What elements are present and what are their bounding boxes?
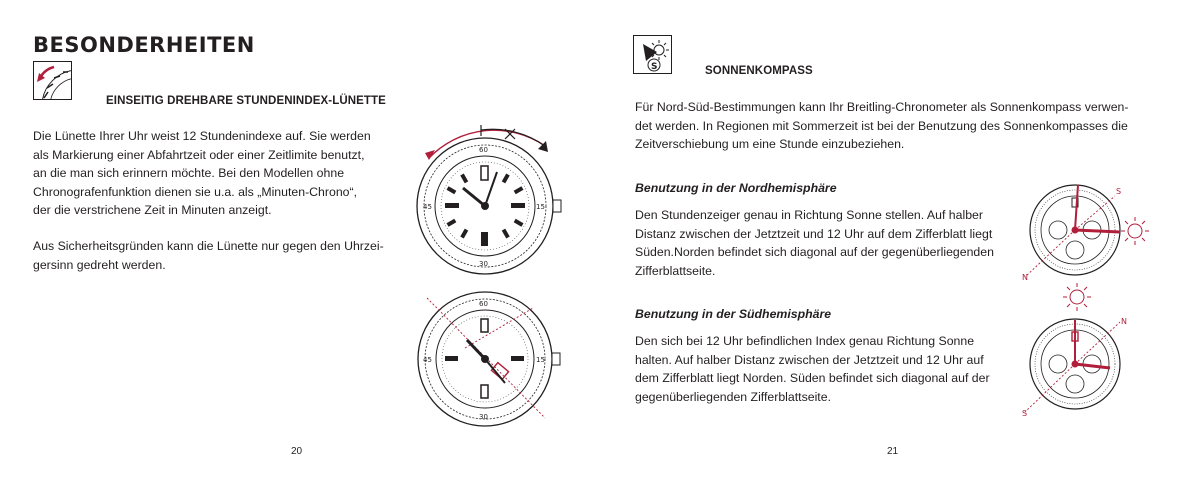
rotating-bezel-icon [33, 61, 72, 100]
text-line: gegenüberliegenden Zifferblattseite. [635, 389, 831, 404]
text-line: Aus Sicherheitsgründen kann die Lünette nur gegen den Uhrzei- [33, 239, 384, 253]
page-title: BESONDERHEITEN [33, 33, 255, 57]
text-line: Den Stundenzeiger genau in Richtung Sonne stellen. Auf halber [635, 208, 983, 222]
svg-text:30: 30 [479, 260, 488, 268]
text-line: Süden.Norden befindet sich diagonal auf der gegenüberliegenden [635, 245, 994, 259]
text-line: Für Nord-Süd-Bestimmungen kann Ihr Breitling-Chronometer als Sonnenkompass verwen- [635, 100, 1129, 114]
svg-text:45: 45 [423, 356, 432, 364]
south-paragraph [635, 332, 1025, 406]
sun-compass-icon [633, 35, 672, 74]
text-line: det werden. In Regionen mit Sommerzeit ist bei der Benutzung des Sonnenkompasses die [635, 118, 1128, 133]
sun-icon [1060, 280, 1094, 314]
bezel-paragraph-1 [33, 127, 403, 220]
north-compass-watch-illustration [1020, 180, 1180, 285]
north-label-n: N [1022, 273, 1028, 282]
svg-text:15: 15 [536, 203, 545, 211]
south-label-n: N [1121, 317, 1127, 326]
text-line: an die man sich erinnern möchte. Bei den Modellen ohne [33, 166, 345, 180]
text-line: Chronografenfunktion dienen sie u.a. als „Minuten-Chrono“, [33, 184, 358, 199]
text-line: als Markierung einer Abfahrtzeit oder einer Zeitlimite benutzt, [33, 147, 365, 162]
svg-text:45: 45 [423, 203, 432, 211]
compass-letter: S [651, 62, 658, 72]
page-number-right: 21 [887, 446, 899, 457]
svg-text:60: 60 [479, 300, 488, 308]
bezel-timer-watch-illustration [405, 288, 580, 438]
text-line: gersinn gedreht werden. [33, 257, 166, 272]
page-number-left: 20 [291, 446, 303, 457]
right-page [595, 0, 1191, 482]
text-line: Distanz zwischen der Jetztzeit und 12 Uhr auf dem Zifferblatt liegt [635, 226, 993, 241]
text-line: dem Zifferblatt liegt Norden. Süden befindet sich diagonal auf der [635, 371, 990, 385]
south-label-s: S [1022, 409, 1028, 418]
text-line: Den sich bei 12 Uhr befindlichen Index genau Richtung Sonne [635, 334, 975, 348]
bezel-subtitle: EINSEITIG DREHBARE STUNDENINDEX-LÜNETTE [106, 95, 386, 107]
text-line: der die verstrichene Zeit in Minuten anzeigt. [33, 203, 272, 217]
north-label-s: S [1116, 187, 1122, 196]
bezel-paragraph-2 [33, 237, 403, 274]
north-heading: Benutzung in der Nordhemisphäre [635, 181, 837, 195]
text-line: halten. Auf halber Distanz zwischen der Jetztzeit und 12 Uhr auf [635, 352, 984, 367]
svg-text:60: 60 [479, 146, 488, 154]
svg-text:30: 30 [479, 413, 488, 421]
sun-compass-subtitle: SONNENKOMPASS [705, 65, 813, 77]
south-heading: Benutzung in der Südhemisphäre [635, 307, 832, 321]
north-paragraph [635, 206, 1025, 280]
bezel-rotation-watch-illustration [405, 122, 580, 292]
text-line: Zifferblattseite. [635, 263, 716, 278]
text-line: Die Lünette Ihrer Uhr weist 12 Stundenindexe auf. Sie werden [33, 129, 371, 143]
south-compass-watch-illustration [1020, 312, 1180, 422]
left-page [0, 0, 595, 482]
sun-icon [1121, 217, 1149, 245]
sun-compass-intro [635, 98, 1175, 154]
text-line: Zeitverschiebung um eine Stunde einzubeziehen. [635, 137, 905, 151]
svg-text:15: 15 [536, 356, 545, 364]
